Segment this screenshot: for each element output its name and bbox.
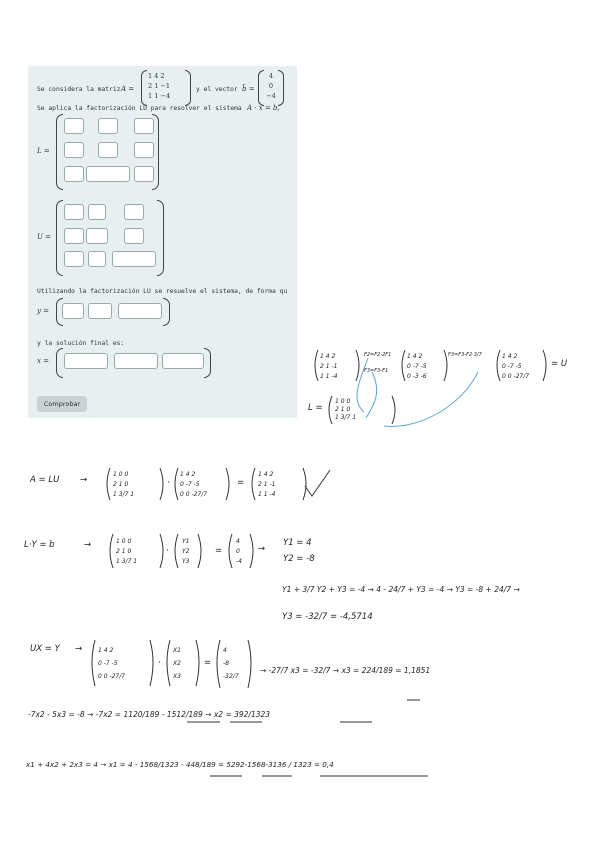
hw-y2: Y2 = -8: [283, 554, 315, 564]
hw-ux-vector: [173, 644, 181, 683]
hw-equals: =: [215, 546, 223, 556]
hw-matrix-row: 0 -7 -5: [407, 363, 427, 370]
hw-ly-lhs: L·Y = b: [24, 540, 55, 550]
hw-vector-entry: X2: [173, 660, 181, 667]
matrix-a-row: 1 4 2: [148, 72, 165, 80]
intro-prefix: Se considera la matriz: [37, 86, 121, 93]
hw-l-equals: L =: [308, 403, 323, 413]
hw-ops-matrix-3: [502, 352, 529, 382]
hw-check-result: [258, 470, 275, 500]
hw-check-m1: [113, 470, 134, 500]
hw-y1: Y1 = 4: [283, 538, 312, 548]
hw-matrix-row: 1 4 2: [320, 353, 336, 360]
hw-ly-vector: [182, 537, 189, 567]
vector-b-entry: −4: [266, 92, 276, 100]
hw-check-lhs: A = LU: [30, 475, 60, 485]
hw-matrix-row: 1 3/7 1: [116, 558, 138, 565]
hw-vector-entry: -8: [223, 660, 229, 667]
matrix-a-row: 1 1 −4: [148, 92, 170, 100]
vector-b-label: b̄ =: [242, 85, 255, 93]
hw-matrix-row: 2 1 0: [335, 406, 351, 413]
hw-op-3: F3=F3-F2·3/7: [448, 352, 482, 358]
hw-equals: =: [204, 658, 212, 668]
hw-check-m2: [180, 470, 207, 500]
hw-arrow: →: [75, 644, 83, 654]
hw-x3-line: → -27/7 x3 = -32/7 → x3 = 224/189 = 1,1851: [260, 666, 431, 675]
lu-prompt: Se aplica la factorización LU para resolver el sistema: [37, 105, 242, 112]
hw-vector-entry: -4: [236, 558, 242, 565]
hw-matrix-row: 1 0 0: [335, 398, 351, 405]
hw-matrix-row: 0 -7 -5: [502, 363, 522, 370]
final-prompt: y la solución final es:: [37, 340, 125, 347]
hw-matrix-row: 1 4 2: [407, 353, 423, 360]
hw-matrix-row: 0 -7 -5: [98, 660, 118, 667]
l-label: L =: [37, 147, 50, 155]
comprobar-button[interactable]: Comprobar: [37, 396, 87, 412]
hw-matrix-row: 2 1 -1: [258, 481, 276, 488]
hw-vector-entry: -32/7: [223, 673, 239, 680]
hw-vector-entry: 4: [236, 538, 240, 545]
hw-op-1: F2=F2-2F1: [364, 352, 392, 358]
hw-dot: ·: [158, 658, 161, 668]
hw-matrix-row: 1 4 2: [258, 471, 274, 478]
hw-vector-entry: X1: [173, 647, 181, 654]
hw-matrix-row: 1 3/7 1: [335, 414, 357, 421]
hw-matrix-row: 1 4 2: [98, 647, 114, 654]
hw-arrow: →: [258, 544, 266, 554]
hw-y3-line: Y1 + 3/7 Y2 + Y3 = -4 → 4 - 24/7 + Y3 = -4 → Y3 = -8 + 24/7 →: [282, 585, 520, 594]
hw-vector-entry: Y3: [182, 558, 190, 565]
hw-ops-matrix-2: [407, 352, 427, 382]
hw-matrix-row: 2 1 -1: [320, 363, 338, 370]
hw-matrix-row: 1 4 2: [180, 471, 196, 478]
hw-l-matrix: [335, 398, 356, 422]
hw-matrix-row: 2 1 0: [113, 481, 129, 488]
system-equation: A · x = b,: [247, 104, 280, 112]
hw-dot: ·: [167, 478, 170, 488]
hw-op-2: F3=F3-F1: [364, 368, 389, 374]
hw-ux-lhs: UX = Y: [30, 644, 60, 654]
hw-matrix-row: 1 0 0: [116, 538, 132, 545]
hw-matrix-row: 1 1 -4: [258, 491, 276, 498]
hw-vector-entry: Y2: [182, 548, 190, 555]
x-label: x =: [37, 357, 50, 365]
hw-y3-result: Y3 = -32/7 = -4,5714: [282, 612, 373, 622]
vector-b-entry: 4: [268, 72, 274, 80]
u-label: U =: [37, 233, 51, 241]
solve-prompt: Utilizando la factorización LU se resuelve el sistema, de forma qu: [37, 288, 288, 295]
hw-dot: ·: [166, 546, 169, 556]
hw-vector-entry: X3: [173, 673, 181, 680]
hw-x2-line: -7x2 - 5x3 = -8 → -7x2 = 1120/189 - 1512/189 → x2 = 392/1323: [28, 710, 271, 719]
hw-arrow: →: [80, 475, 88, 485]
hw-matrix-row: 1 4 2: [502, 353, 518, 360]
hw-matrix-row: 1 0 0: [113, 471, 129, 478]
hw-arrow: →: [84, 540, 92, 550]
hw-vector-entry: 0: [236, 548, 240, 555]
hw-ly-b: [236, 537, 242, 567]
hw-equals: =: [237, 478, 245, 488]
hw-matrix-row: 0 -7 -5: [180, 481, 200, 488]
hw-matrix-row: 0 -3 -6: [407, 373, 427, 380]
hw-matrix-row: 1 1 -4: [320, 373, 338, 380]
hw-equals-u: = U: [551, 359, 568, 369]
hw-ly-matrix: [116, 537, 137, 567]
hw-matrix-row: 0 0 -27/7: [502, 373, 530, 380]
hw-vector-entry: 4: [223, 647, 227, 654]
hw-ops-matrix-1: [320, 352, 337, 382]
vector-b-entry: 0: [268, 82, 274, 90]
matrix-a-row: 2 1 −1: [148, 82, 170, 90]
matrix-a-label: A =: [121, 85, 135, 93]
hw-vector-entry: Y1: [182, 538, 190, 545]
hw-ux-matrix: [98, 644, 125, 683]
hw-matrix-row: 1 3/7 1: [113, 491, 135, 498]
vector-text: y el vector: [196, 86, 238, 93]
hw-matrix-row: 0 0 -27/7: [180, 491, 208, 498]
hw-x1-line: x1 + 4x2 + 2x3 = 4 → x1 = 4 - 1568/1323 - 448/189 = 5292-1568-3136 / 1323 = 0,4: [26, 760, 334, 769]
hw-matrix-row: 2 1 0: [116, 548, 132, 555]
hw-matrix-row: 0 0 -27/7: [98, 673, 126, 680]
y-label: y =: [37, 307, 50, 315]
hw-ux-y: [223, 644, 239, 683]
